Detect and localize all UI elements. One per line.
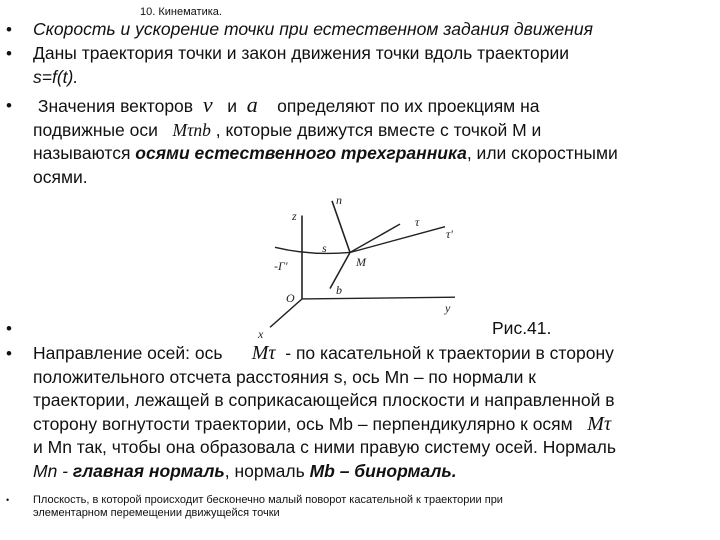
svg-text:-Γ': -Γ' [274, 259, 288, 273]
vector-a: a [246, 92, 258, 117]
svg-text:O: O [286, 291, 295, 305]
slide-header: 10. Кинематика. [140, 6, 222, 18]
svg-text:z: z [292, 209, 297, 223]
svg-text:τ: τ [415, 215, 420, 229]
natural-trihedron-figure [250, 194, 470, 342]
svg-text:s: s [322, 241, 327, 255]
figure-caption: Рис.41. [492, 318, 552, 338]
svg-text:y: y [445, 301, 451, 315]
svg-text:M: M [356, 255, 366, 269]
svg-text:b: b [336, 283, 342, 297]
vector-v: v [202, 92, 213, 117]
svg-text:n: n [336, 194, 342, 207]
svg-text:τ': τ' [446, 227, 453, 241]
svg-text:x: x [258, 327, 264, 341]
